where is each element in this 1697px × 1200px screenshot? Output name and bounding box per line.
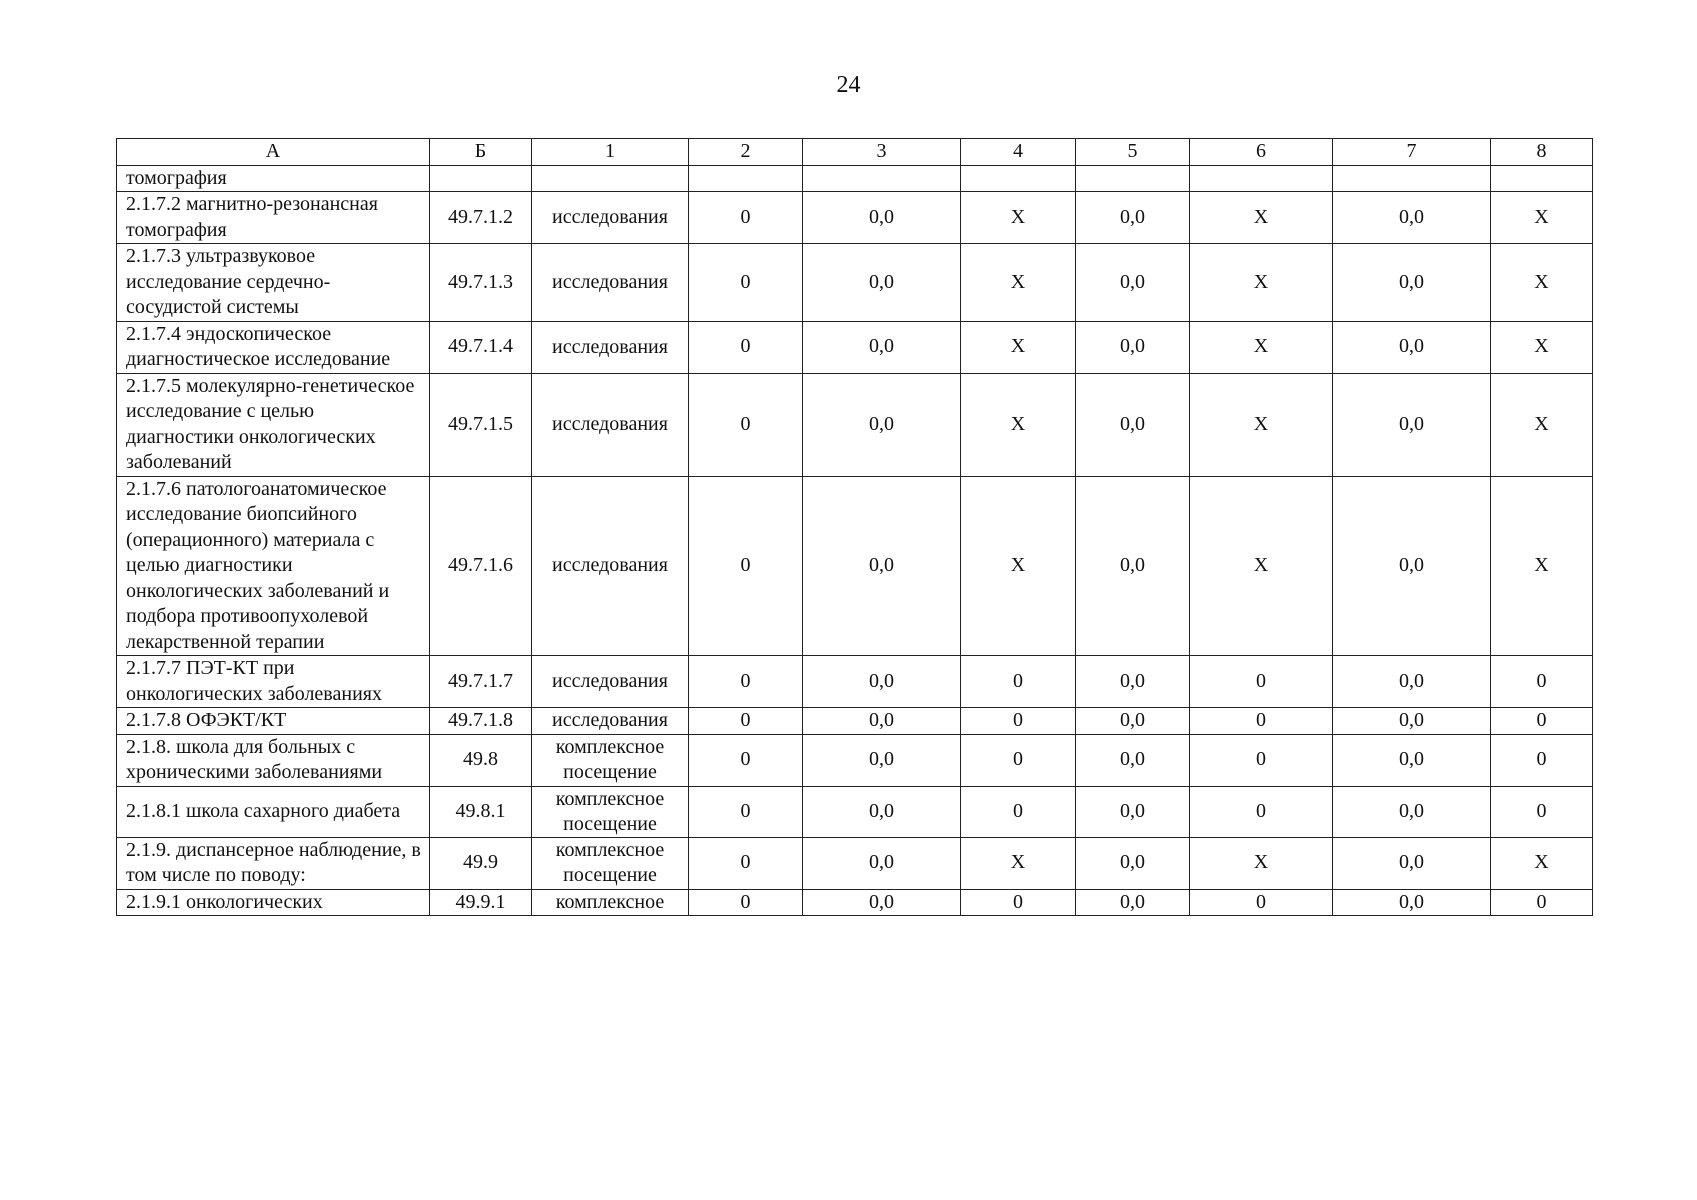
row-col6-cell: 0	[1190, 889, 1333, 916]
row-code-cell: 49.7.1.6	[430, 476, 532, 656]
row-col6-cell: 0	[1190, 708, 1333, 735]
table-header-row	[117, 139, 1593, 166]
row-unit-cell: комплексное посещение	[532, 786, 689, 837]
row-col3-cell	[803, 165, 961, 192]
row-unit-cell: исследования	[532, 321, 689, 373]
row-col2-cell: 0	[689, 656, 803, 708]
row-code-cell: 49.7.1.3	[430, 244, 532, 322]
row-col6-cell	[1190, 165, 1333, 192]
row-col4-cell: Х	[961, 837, 1076, 889]
row-col8-cell: Х	[1491, 837, 1593, 889]
row-col5-cell: 0,0	[1076, 708, 1190, 735]
table-body	[117, 165, 1593, 916]
row-unit-cell	[532, 165, 689, 192]
row-name-cell: 2.1.7.5 молекулярно-генетическое исследование с целью диагностики онкологических заболеваний	[117, 373, 430, 476]
row-code-cell: 49.7.1.5	[430, 373, 532, 476]
page-number: 24	[836, 72, 861, 98]
data-table	[116, 138, 1593, 916]
row-col3-cell: 0,0	[803, 708, 961, 735]
column-header-1: 1	[532, 139, 689, 166]
row-col3-cell: 0,0	[803, 321, 961, 373]
row-col6-cell: 0	[1190, 734, 1333, 786]
table-row	[117, 786, 1593, 837]
row-col2-cell: 0	[689, 476, 803, 656]
table-row	[117, 321, 1593, 373]
row-col4-cell: 0	[961, 889, 1076, 916]
row-col4-cell: Х	[961, 321, 1076, 373]
row-col3-cell: 0,0	[803, 734, 961, 786]
row-name-cell: 2.1.8. школа для больных с хроническими заболеваниями	[117, 734, 430, 786]
table-row	[117, 165, 1593, 192]
row-unit-cell: исследования	[532, 708, 689, 735]
row-unit-cell: исследования	[532, 656, 689, 708]
row-col6-cell: 0	[1190, 656, 1333, 708]
column-header-5: 5	[1076, 139, 1190, 166]
row-col4-cell: 0	[961, 786, 1076, 837]
row-col5-cell	[1076, 165, 1190, 192]
column-header-a: А	[117, 139, 430, 166]
table-row	[117, 476, 1593, 656]
row-col7-cell: 0,0	[1333, 656, 1491, 708]
row-col6-cell: Х	[1190, 321, 1333, 373]
row-col7-cell: 0,0	[1333, 837, 1491, 889]
row-col3-cell: 0,0	[803, 889, 961, 916]
row-col8-cell: Х	[1491, 321, 1593, 373]
row-name-cell: 2.1.7.7 ПЭТ-КТ при онкологических заболеваниях	[117, 656, 430, 708]
row-code-cell: 49.9.1	[430, 889, 532, 916]
row-name-cell: 2.1.7.2 магнитно-резонансная томография	[117, 192, 430, 244]
row-col8-cell: Х	[1491, 476, 1593, 656]
table-row	[117, 708, 1593, 735]
table-row	[117, 192, 1593, 244]
row-col3-cell: 0,0	[803, 476, 961, 656]
column-header-4: 4	[961, 139, 1076, 166]
row-name-cell: 2.1.7.6 патологоанатомическое исследование биопсийного (операционного) материала с целью диагностики онкологических заболеваний и подбора противоопухолевой лекарственной терапии	[117, 476, 430, 656]
row-col2-cell: 0	[689, 373, 803, 476]
row-col8-cell: Х	[1491, 192, 1593, 244]
row-name-cell: 2.1.8.1 школа сахарного диабета	[117, 786, 430, 837]
row-col3-cell: 0,0	[803, 192, 961, 244]
row-unit-cell: комплексное посещение	[532, 734, 689, 786]
table-row	[117, 373, 1593, 476]
row-col5-cell: 0,0	[1076, 192, 1190, 244]
row-col3-cell: 0,0	[803, 373, 961, 476]
row-col3-cell: 0,0	[803, 244, 961, 322]
table-row	[117, 734, 1593, 786]
row-col5-cell: 0,0	[1076, 476, 1190, 656]
row-col8-cell: 0	[1491, 786, 1593, 837]
row-col7-cell: 0,0	[1333, 889, 1491, 916]
row-name-cell: 2.1.7.8 ОФЭКТ/КТ	[117, 708, 430, 735]
row-col3-cell: 0,0	[803, 786, 961, 837]
row-col4-cell: 0	[961, 656, 1076, 708]
row-col5-cell: 0,0	[1076, 889, 1190, 916]
row-col2-cell: 0	[689, 734, 803, 786]
row-col5-cell: 0,0	[1076, 837, 1190, 889]
row-code-cell: 49.8.1	[430, 786, 532, 837]
row-col8-cell: 0	[1491, 734, 1593, 786]
row-col7-cell: 0,0	[1333, 786, 1491, 837]
row-col6-cell: Х	[1190, 192, 1333, 244]
row-col7-cell: 0,0	[1333, 373, 1491, 476]
row-col5-cell: 0,0	[1076, 656, 1190, 708]
row-col2-cell: 0	[689, 244, 803, 322]
row-col2-cell: 0	[689, 786, 803, 837]
row-name-cell: 2.1.7.4 эндоскопическое диагностическое исследование	[117, 321, 430, 373]
row-name-cell: 2.1.7.3 ультразвуковое исследование сердечно-сосудистой системы	[117, 244, 430, 322]
row-col8-cell: 0	[1491, 889, 1593, 916]
row-col7-cell: 0,0	[1333, 734, 1491, 786]
row-col8-cell: Х	[1491, 244, 1593, 322]
row-code-cell	[430, 165, 532, 192]
column-header-2: 2	[689, 139, 803, 166]
column-header-8: 8	[1491, 139, 1593, 166]
row-col7-cell: 0,0	[1333, 476, 1491, 656]
table-row	[117, 656, 1593, 708]
table-row	[117, 837, 1593, 889]
row-col7-cell: 0,0	[1333, 192, 1491, 244]
row-col5-cell: 0,0	[1076, 244, 1190, 322]
row-name-cell: 2.1.9. диспансерное наблюдение, в том числе по поводу:	[117, 837, 430, 889]
row-unit-cell: комплексное	[532, 889, 689, 916]
row-col8-cell: 0	[1491, 708, 1593, 735]
column-header-b: Б	[430, 139, 532, 166]
row-col6-cell: Х	[1190, 244, 1333, 322]
table-row	[117, 889, 1593, 916]
row-code-cell: 49.9	[430, 837, 532, 889]
row-col8-cell	[1491, 165, 1593, 192]
row-col2-cell: 0	[689, 837, 803, 889]
row-col4-cell: Х	[961, 192, 1076, 244]
row-col2-cell: 0	[689, 321, 803, 373]
row-col7-cell: 0,0	[1333, 321, 1491, 373]
row-col4-cell	[961, 165, 1076, 192]
row-unit-cell: исследования	[532, 244, 689, 322]
row-col5-cell: 0,0	[1076, 786, 1190, 837]
row-col4-cell: 0	[961, 708, 1076, 735]
row-unit-cell: исследования	[532, 476, 689, 656]
row-col2-cell	[689, 165, 803, 192]
row-col4-cell: Х	[961, 476, 1076, 656]
row-col5-cell: 0,0	[1076, 321, 1190, 373]
row-col7-cell: 0,0	[1333, 708, 1491, 735]
row-col6-cell: Х	[1190, 837, 1333, 889]
row-col7-cell	[1333, 165, 1491, 192]
row-name-cell: 2.1.9.1 онкологических	[117, 889, 430, 916]
row-col3-cell: 0,0	[803, 656, 961, 708]
row-col5-cell: 0,0	[1076, 373, 1190, 476]
row-code-cell: 49.7.1.7	[430, 656, 532, 708]
row-col2-cell: 0	[689, 708, 803, 735]
row-unit-cell: комплексное посещение	[532, 837, 689, 889]
row-name-cell: томография	[117, 165, 430, 192]
row-col6-cell: 0	[1190, 786, 1333, 837]
row-col3-cell: 0,0	[803, 837, 961, 889]
row-col4-cell: 0	[961, 734, 1076, 786]
table-row	[117, 244, 1593, 322]
row-unit-cell: исследования	[532, 373, 689, 476]
row-col6-cell: Х	[1190, 476, 1333, 656]
row-unit-cell: исследования	[532, 192, 689, 244]
row-col8-cell: 0	[1491, 656, 1593, 708]
row-col4-cell: Х	[961, 373, 1076, 476]
row-col5-cell: 0,0	[1076, 734, 1190, 786]
row-code-cell: 49.8	[430, 734, 532, 786]
row-code-cell: 49.7.1.4	[430, 321, 532, 373]
row-col6-cell: Х	[1190, 373, 1333, 476]
column-header-6: 6	[1190, 139, 1333, 166]
row-code-cell: 49.7.1.8	[430, 708, 532, 735]
row-col7-cell: 0,0	[1333, 244, 1491, 322]
row-col4-cell: Х	[961, 244, 1076, 322]
row-col8-cell: Х	[1491, 373, 1593, 476]
row-col2-cell: 0	[689, 192, 803, 244]
row-code-cell: 49.7.1.2	[430, 192, 532, 244]
row-col2-cell: 0	[689, 889, 803, 916]
column-header-7: 7	[1333, 139, 1491, 166]
column-header-3: 3	[803, 139, 961, 166]
